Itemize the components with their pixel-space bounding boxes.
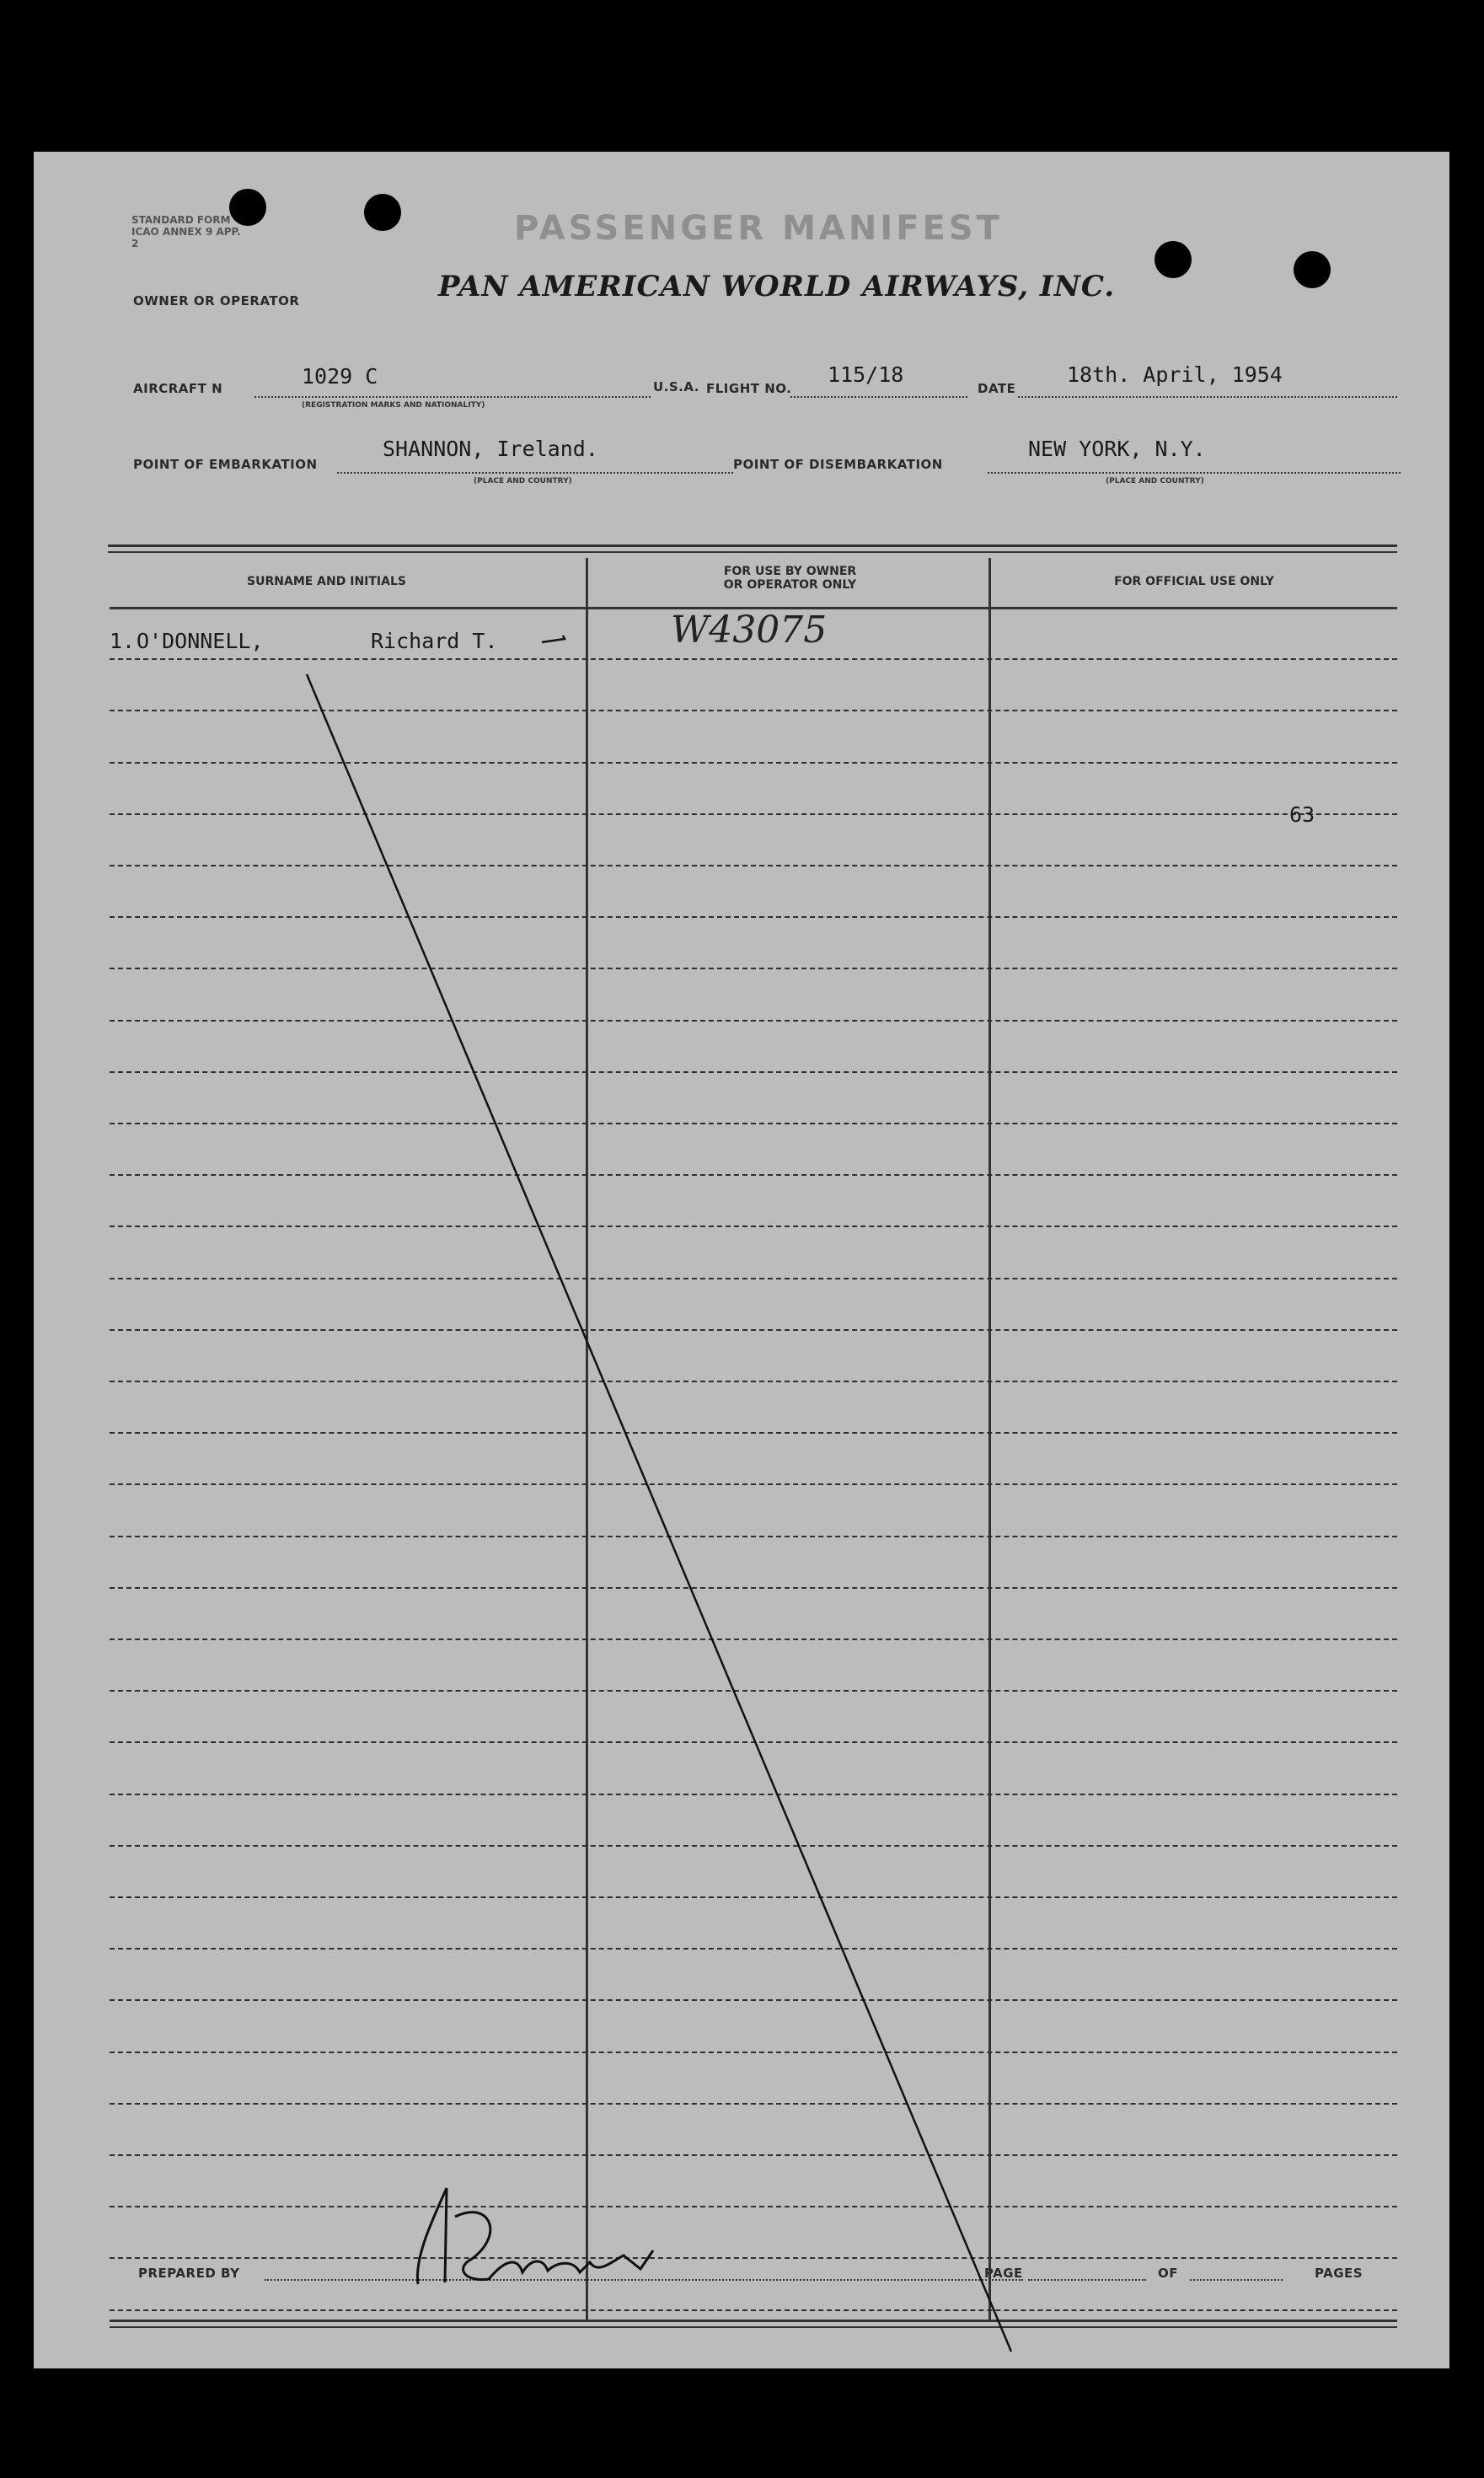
date-label: DATE xyxy=(978,381,1016,396)
prepared-by-label: PREPARED BY xyxy=(138,2266,240,2281)
embarkation-label: POINT OF EMBARKATION xyxy=(133,457,318,472)
punch-hole xyxy=(1294,251,1331,288)
row-rule xyxy=(110,1896,1397,1898)
row-rule xyxy=(110,1123,1397,1124)
row-rule xyxy=(110,2206,1397,2207)
row-rule xyxy=(110,2309,1397,2311)
row-rule xyxy=(110,1794,1397,1795)
entry-number: 1. xyxy=(110,629,136,653)
row-rule xyxy=(110,2052,1397,2053)
owner-label: OWNER OR OPERATOR xyxy=(133,293,300,308)
embarkation-line xyxy=(337,472,733,474)
row-rule xyxy=(110,1587,1397,1589)
table-top-rule-2 xyxy=(108,551,1397,553)
row-rule xyxy=(110,1278,1397,1279)
embarkation-value: SHANNON, Ireland. xyxy=(383,437,598,461)
nationality-label: U.S.A. xyxy=(653,379,699,394)
row-rule xyxy=(110,1329,1397,1331)
disembarkation-label: POINT OF DISEMBARKATION xyxy=(733,457,943,472)
flight-value: 115/18 xyxy=(828,362,904,387)
column-divider xyxy=(586,558,588,2320)
row-rule xyxy=(110,1536,1397,1537)
table-bottom-rule xyxy=(110,2320,1397,2322)
manifest-sheet xyxy=(34,152,1449,2368)
flight-line xyxy=(790,396,967,398)
row-rule xyxy=(110,1639,1397,1640)
punch-hole xyxy=(1155,241,1192,278)
aircraft-sublabel: (REGISTRATION MARKS AND NATIONALITY) xyxy=(302,401,485,410)
row-rule xyxy=(110,916,1397,918)
disembarkation-line xyxy=(988,472,1401,474)
page-label: PAGE xyxy=(984,2266,1023,2281)
date-line xyxy=(1018,396,1397,398)
row-rule xyxy=(110,1381,1397,1382)
row-rule xyxy=(110,968,1397,969)
row-rule xyxy=(110,1020,1397,1022)
row-rule xyxy=(110,1174,1397,1176)
row-rule xyxy=(110,1226,1397,1227)
page-line xyxy=(1028,2279,1146,2281)
flight-label: FLIGHT NO. xyxy=(706,381,792,396)
operator-name: PAN AMERICAN WORLD AIRWAYS, INC. xyxy=(438,270,1116,303)
row-rule xyxy=(110,1483,1397,1485)
check-mark xyxy=(542,636,565,642)
of-label: OF xyxy=(1158,2266,1178,2281)
row-rule xyxy=(110,2154,1397,2156)
official-note: 63 xyxy=(1289,802,1315,827)
disembarkation-sublabel: (PLACE AND COUNTRY) xyxy=(1106,477,1204,485)
column-header-official: FOR OFFICIAL USE ONLY xyxy=(1114,575,1274,588)
pages-label: PAGES xyxy=(1315,2266,1363,2281)
row-rule xyxy=(110,865,1397,866)
entry-operator-note: W43075 xyxy=(671,609,828,652)
row-rule xyxy=(110,1690,1397,1692)
column-divider xyxy=(988,558,991,2320)
row-rule xyxy=(110,1999,1397,2001)
row-rule xyxy=(110,813,1397,815)
aircraft-line xyxy=(254,396,651,398)
embarkation-sublabel: (PLACE AND COUNTRY) xyxy=(474,477,572,485)
column-header-surname: SURNAME AND INITIALS xyxy=(247,575,406,588)
disembarkation-value: NEW YORK, N.Y. xyxy=(1028,437,1206,461)
date-value: 18th. April, 1954 xyxy=(1067,362,1283,387)
of-line xyxy=(1190,2279,1283,2281)
signature-mark xyxy=(417,2188,653,2284)
pen-marks xyxy=(34,152,1449,2368)
row-rule xyxy=(110,2103,1397,2105)
entry-initials: Richard T. xyxy=(371,629,498,653)
table-bottom-rule-2 xyxy=(110,2326,1397,2328)
column-header-operator-line1: FOR USE BY OWNER xyxy=(723,565,857,578)
row-rule xyxy=(110,658,1397,660)
row-rule xyxy=(110,710,1397,711)
column-header-operator-line2: OR OPERATOR ONLY xyxy=(723,578,857,592)
manifest-title: PASSENGER MANIFEST xyxy=(514,209,1003,248)
row-rule xyxy=(110,762,1397,764)
prepared-by-line xyxy=(265,2279,1023,2281)
aircraft-label: AIRCRAFT N xyxy=(133,381,223,396)
row-rule xyxy=(110,1071,1397,1073)
aircraft-value: 1029 C xyxy=(302,364,378,389)
row-rule xyxy=(110,1432,1397,1434)
row-rule xyxy=(110,2257,1397,2259)
diagonal-strike-line xyxy=(307,674,1011,2352)
row-rule xyxy=(110,1845,1397,1847)
entry-surname: O'DONNELL, xyxy=(137,629,264,653)
row-rule xyxy=(110,1948,1397,1950)
form-reference: STANDARD FORM ICAO ANNEX 9 APP. 2 xyxy=(131,214,241,249)
row-rule xyxy=(110,1741,1397,1743)
punch-hole xyxy=(364,194,401,231)
table-top-rule xyxy=(108,544,1397,547)
